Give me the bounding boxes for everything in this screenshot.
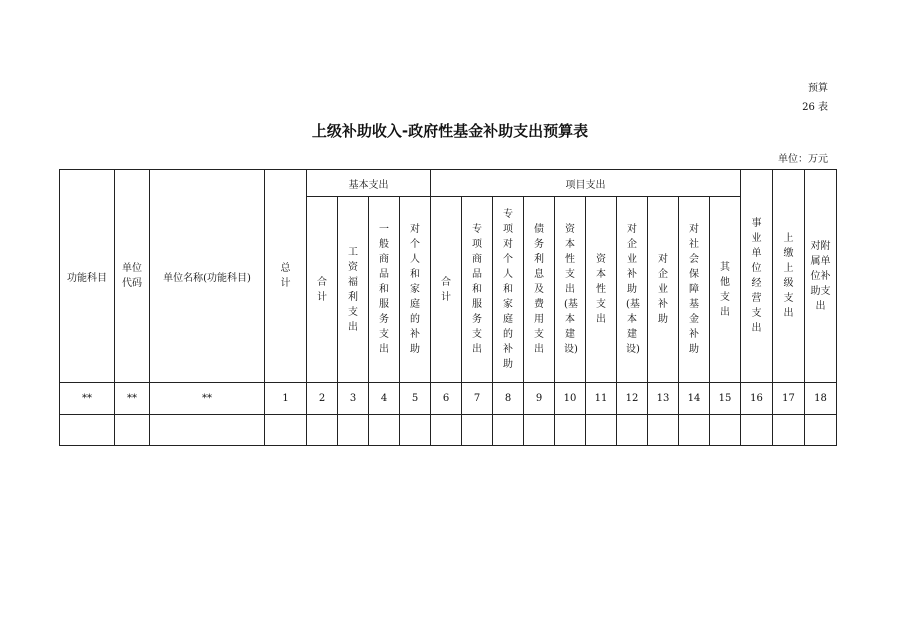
header-basic-col: 工资福利支出 [338,197,369,383]
empty-cell [493,415,524,446]
row-code-cell: 18 [805,383,837,415]
header-func-subject: 功能科目 [60,170,115,383]
empty-cell [400,415,431,446]
header-upper: 上缴上级支出 [773,170,805,383]
header-project-col: 对社会保障基金补助 [679,197,710,383]
empty-cell [462,415,493,446]
empty-cell [617,415,648,446]
empty-cell [60,415,115,446]
page-title: 上级补助收入-政府性基金补助支出预算表 [311,122,589,140]
empty-cell [710,415,741,446]
table-row-codes [60,383,837,415]
row-code-cell: ** [115,383,150,415]
row-code-cell: 9 [524,383,555,415]
header-project-col: 其他支出 [710,197,741,383]
row-code-cell: 16 [741,383,773,415]
header-row-top [60,170,837,197]
header-project-col: 专项对个人和家庭的补助 [493,197,524,383]
row-code-cell: 2 [307,383,338,415]
header-project-col: 债务利息及费用支出 [524,197,555,383]
header-total: 总计 [265,170,307,383]
row-code-cell: ** [150,383,265,415]
form-number: 26 表 [802,102,828,113]
header-project-expenditure: 项目支出 [431,170,741,197]
row-code-cell: 10 [555,383,586,415]
empty-cell [773,415,805,446]
header-project-col: 合计 [431,197,462,383]
row-code-cell: 4 [369,383,400,415]
header-basic-col: 合计 [307,197,338,383]
header-project-col: 对企业补助 [648,197,679,383]
row-code-cell: 14 [679,383,710,415]
header-basic-col: 对个人和家庭的补助 [400,197,431,383]
row-code-cell: 13 [648,383,679,415]
row-code-cell: 12 [617,383,648,415]
budget-table [59,169,837,446]
unit-label: 单位：万元 [778,154,828,165]
table-row-empty [60,415,837,446]
header-unit-name: 单位名称(功能科目) [150,170,265,383]
empty-cell [431,415,462,446]
empty-cell [150,415,265,446]
header-unit-code: 单位代码 [115,170,150,383]
header-biz-unit: 事业单位经营支出 [741,170,773,383]
header-project-col: 资本性支出 [586,197,617,383]
header-subsidiary: 对附属单位补助支出 [805,170,837,383]
row-code-cell: 15 [710,383,741,415]
row-code-cell: 8 [493,383,524,415]
empty-cell [679,415,710,446]
row-code-cell: 11 [586,383,617,415]
empty-cell [805,415,837,446]
row-code-cell: 5 [400,383,431,415]
empty-cell [338,415,369,446]
empty-cell [586,415,617,446]
header-basic-expenditure: 基本支出 [307,170,431,197]
header-project-col: 资本性支出(基本建设) [555,197,586,383]
empty-cell [115,415,150,446]
header-project-col: 对企业补助(基本建设) [617,197,648,383]
empty-cell [307,415,338,446]
row-code-cell: 1 [265,383,307,415]
empty-cell [555,415,586,446]
row-code-cell: 3 [338,383,369,415]
empty-cell [648,415,679,446]
form-label: 预算 [808,83,828,94]
empty-cell [524,415,555,446]
row-code-cell: 17 [773,383,805,415]
header-basic-col: 一般商品和服务支出 [369,197,400,383]
row-code-cell: ** [60,383,115,415]
row-code-cell: 7 [462,383,493,415]
empty-cell [369,415,400,446]
empty-cell [265,415,307,446]
header-project-col: 专项商品和服务支出 [462,197,493,383]
empty-cell [741,415,773,446]
row-code-cell: 6 [431,383,462,415]
